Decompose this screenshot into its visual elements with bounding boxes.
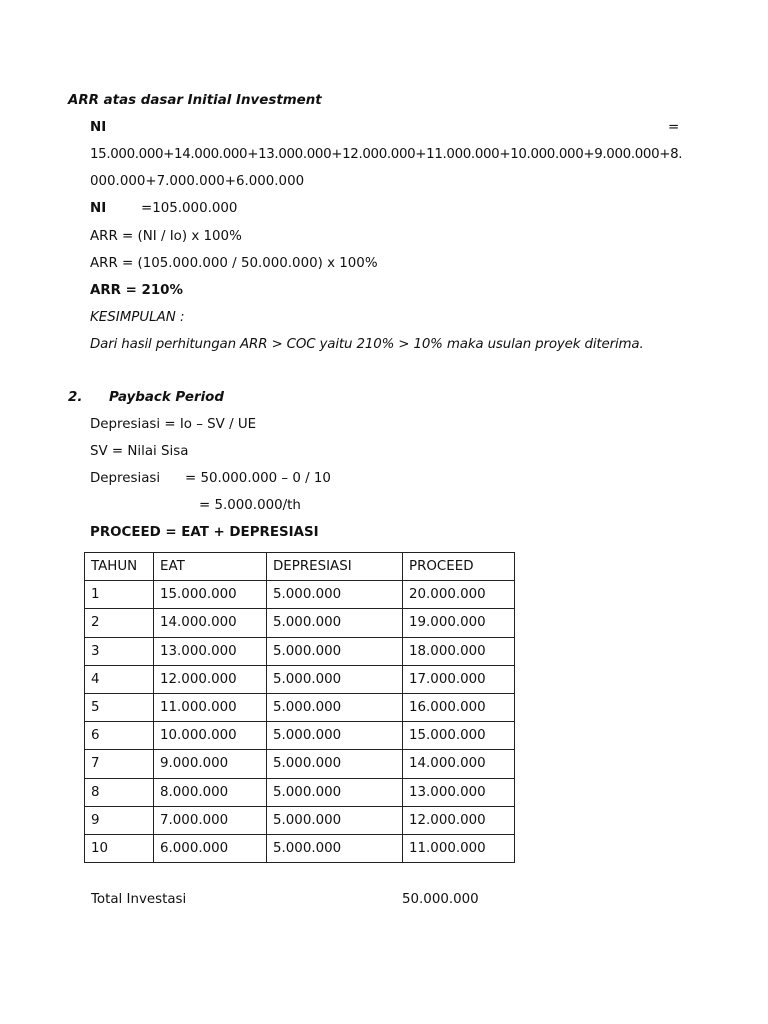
ni-equals-sign: =	[668, 120, 680, 135]
table-header-row	[85, 553, 515, 581]
table-row	[85, 722, 515, 750]
cell-eat: 7.000.000	[154, 806, 267, 834]
ni-result-value: =105.000.000	[141, 201, 238, 216]
cell-depresiasi: 5.000.000	[267, 778, 403, 806]
header-depresiasi: DEPRESIASI	[267, 553, 403, 581]
cell-tahun: 2	[85, 609, 154, 637]
header-eat: EAT	[154, 553, 267, 581]
cell-eat: 10.000.000	[154, 722, 267, 750]
cell-depresiasi: 5.000.000	[267, 637, 403, 665]
proceed-table	[84, 552, 515, 863]
cell-depresiasi: 5.000.000	[267, 806, 403, 834]
cell-proceed: 15.000.000	[403, 722, 515, 750]
depreciation-label: Depresiasi	[90, 471, 161, 486]
cell-eat: 12.000.000	[154, 665, 267, 693]
table-row	[85, 806, 515, 834]
table-row	[85, 637, 515, 665]
cell-proceed: 17.000.000	[403, 665, 515, 693]
cell-proceed: 20.000.000	[403, 581, 515, 609]
table-row	[85, 750, 515, 778]
ni-label: NI	[90, 120, 107, 135]
sv-definition: SV = Nilai Sisa	[90, 444, 189, 459]
cell-proceed: 12.000.000	[403, 806, 515, 834]
table-row	[85, 665, 515, 693]
cell-depresiasi: 5.000.000	[267, 693, 403, 721]
cell-proceed: 13.000.000	[403, 778, 515, 806]
cell-tahun: 4	[85, 665, 154, 693]
cell-depresiasi: 5.000.000	[267, 722, 403, 750]
conclusion-label: KESIMPULAN :	[90, 310, 185, 325]
table-row	[85, 581, 515, 609]
cell-depresiasi: 5.000.000	[267, 609, 403, 637]
cell-depresiasi: 5.000.000	[267, 750, 403, 778]
cell-depresiasi: 5.000.000	[267, 834, 403, 862]
arr-heading: ARR atas dasar Initial Investment	[68, 93, 322, 108]
depreciation-calc: = 50.000.000 – 0 / 10	[185, 471, 331, 486]
payback-heading: Payback Period	[109, 390, 224, 405]
cell-tahun: 5	[85, 693, 154, 721]
arr-result: ARR = 210%	[90, 283, 183, 298]
table-row	[85, 609, 515, 637]
arr-formula: ARR = (NI / Io) x 100%	[90, 229, 242, 244]
table-row	[85, 834, 515, 862]
payback-section-number: 2.	[68, 390, 83, 405]
cell-tahun: 10	[85, 834, 154, 862]
ni-sum-line-1: 15.000.000+14.000.000+13.000.000+12.000.000+11.000.000+10.000.000+9.000.000+8.	[90, 147, 683, 162]
cell-eat: 15.000.000	[154, 581, 267, 609]
ni-result-label: NI	[90, 201, 107, 216]
cell-depresiasi: 5.000.000	[267, 665, 403, 693]
depreciation-formula: Depresiasi = Io – SV / UE	[90, 417, 257, 432]
header-proceed: PROCEED	[403, 553, 515, 581]
arr-formula-values: ARR = (105.000.000 / 50.000.000) x 100%	[90, 256, 378, 271]
cell-eat: 9.000.000	[154, 750, 267, 778]
table-row	[85, 693, 515, 721]
depreciation-result: = 5.000.000/th	[199, 498, 301, 513]
cell-tahun: 9	[85, 806, 154, 834]
cell-tahun: 3	[85, 637, 154, 665]
cell-proceed: 11.000.000	[403, 834, 515, 862]
conclusion-text: Dari hasil perhitungan ARR > COC yaitu 210% > 10% maka usulan proyek diterima.	[90, 337, 644, 352]
proceed-formula: PROCEED = EAT + DEPRESIASI	[90, 525, 319, 540]
cell-eat: 13.000.000	[154, 637, 267, 665]
cell-proceed: 19.000.000	[403, 609, 515, 637]
total-investasi-value: 50.000.000	[402, 892, 479, 907]
cell-tahun: 8	[85, 778, 154, 806]
cell-eat: 14.000.000	[154, 609, 267, 637]
cell-proceed: 18.000.000	[403, 637, 515, 665]
cell-proceed: 16.000.000	[403, 693, 515, 721]
cell-tahun: 1	[85, 581, 154, 609]
cell-tahun: 7	[85, 750, 154, 778]
cell-proceed: 14.000.000	[403, 750, 515, 778]
cell-eat: 6.000.000	[154, 834, 267, 862]
total-investasi-label: Total Investasi	[91, 892, 187, 907]
table-row	[85, 778, 515, 806]
ni-sum-line-2: 000.000+7.000.000+6.000.000	[90, 174, 305, 189]
header-tahun: TAHUN	[85, 553, 154, 581]
cell-eat: 8.000.000	[154, 778, 267, 806]
cell-eat: 11.000.000	[154, 693, 267, 721]
cell-tahun: 6	[85, 722, 154, 750]
cell-depresiasi: 5.000.000	[267, 581, 403, 609]
